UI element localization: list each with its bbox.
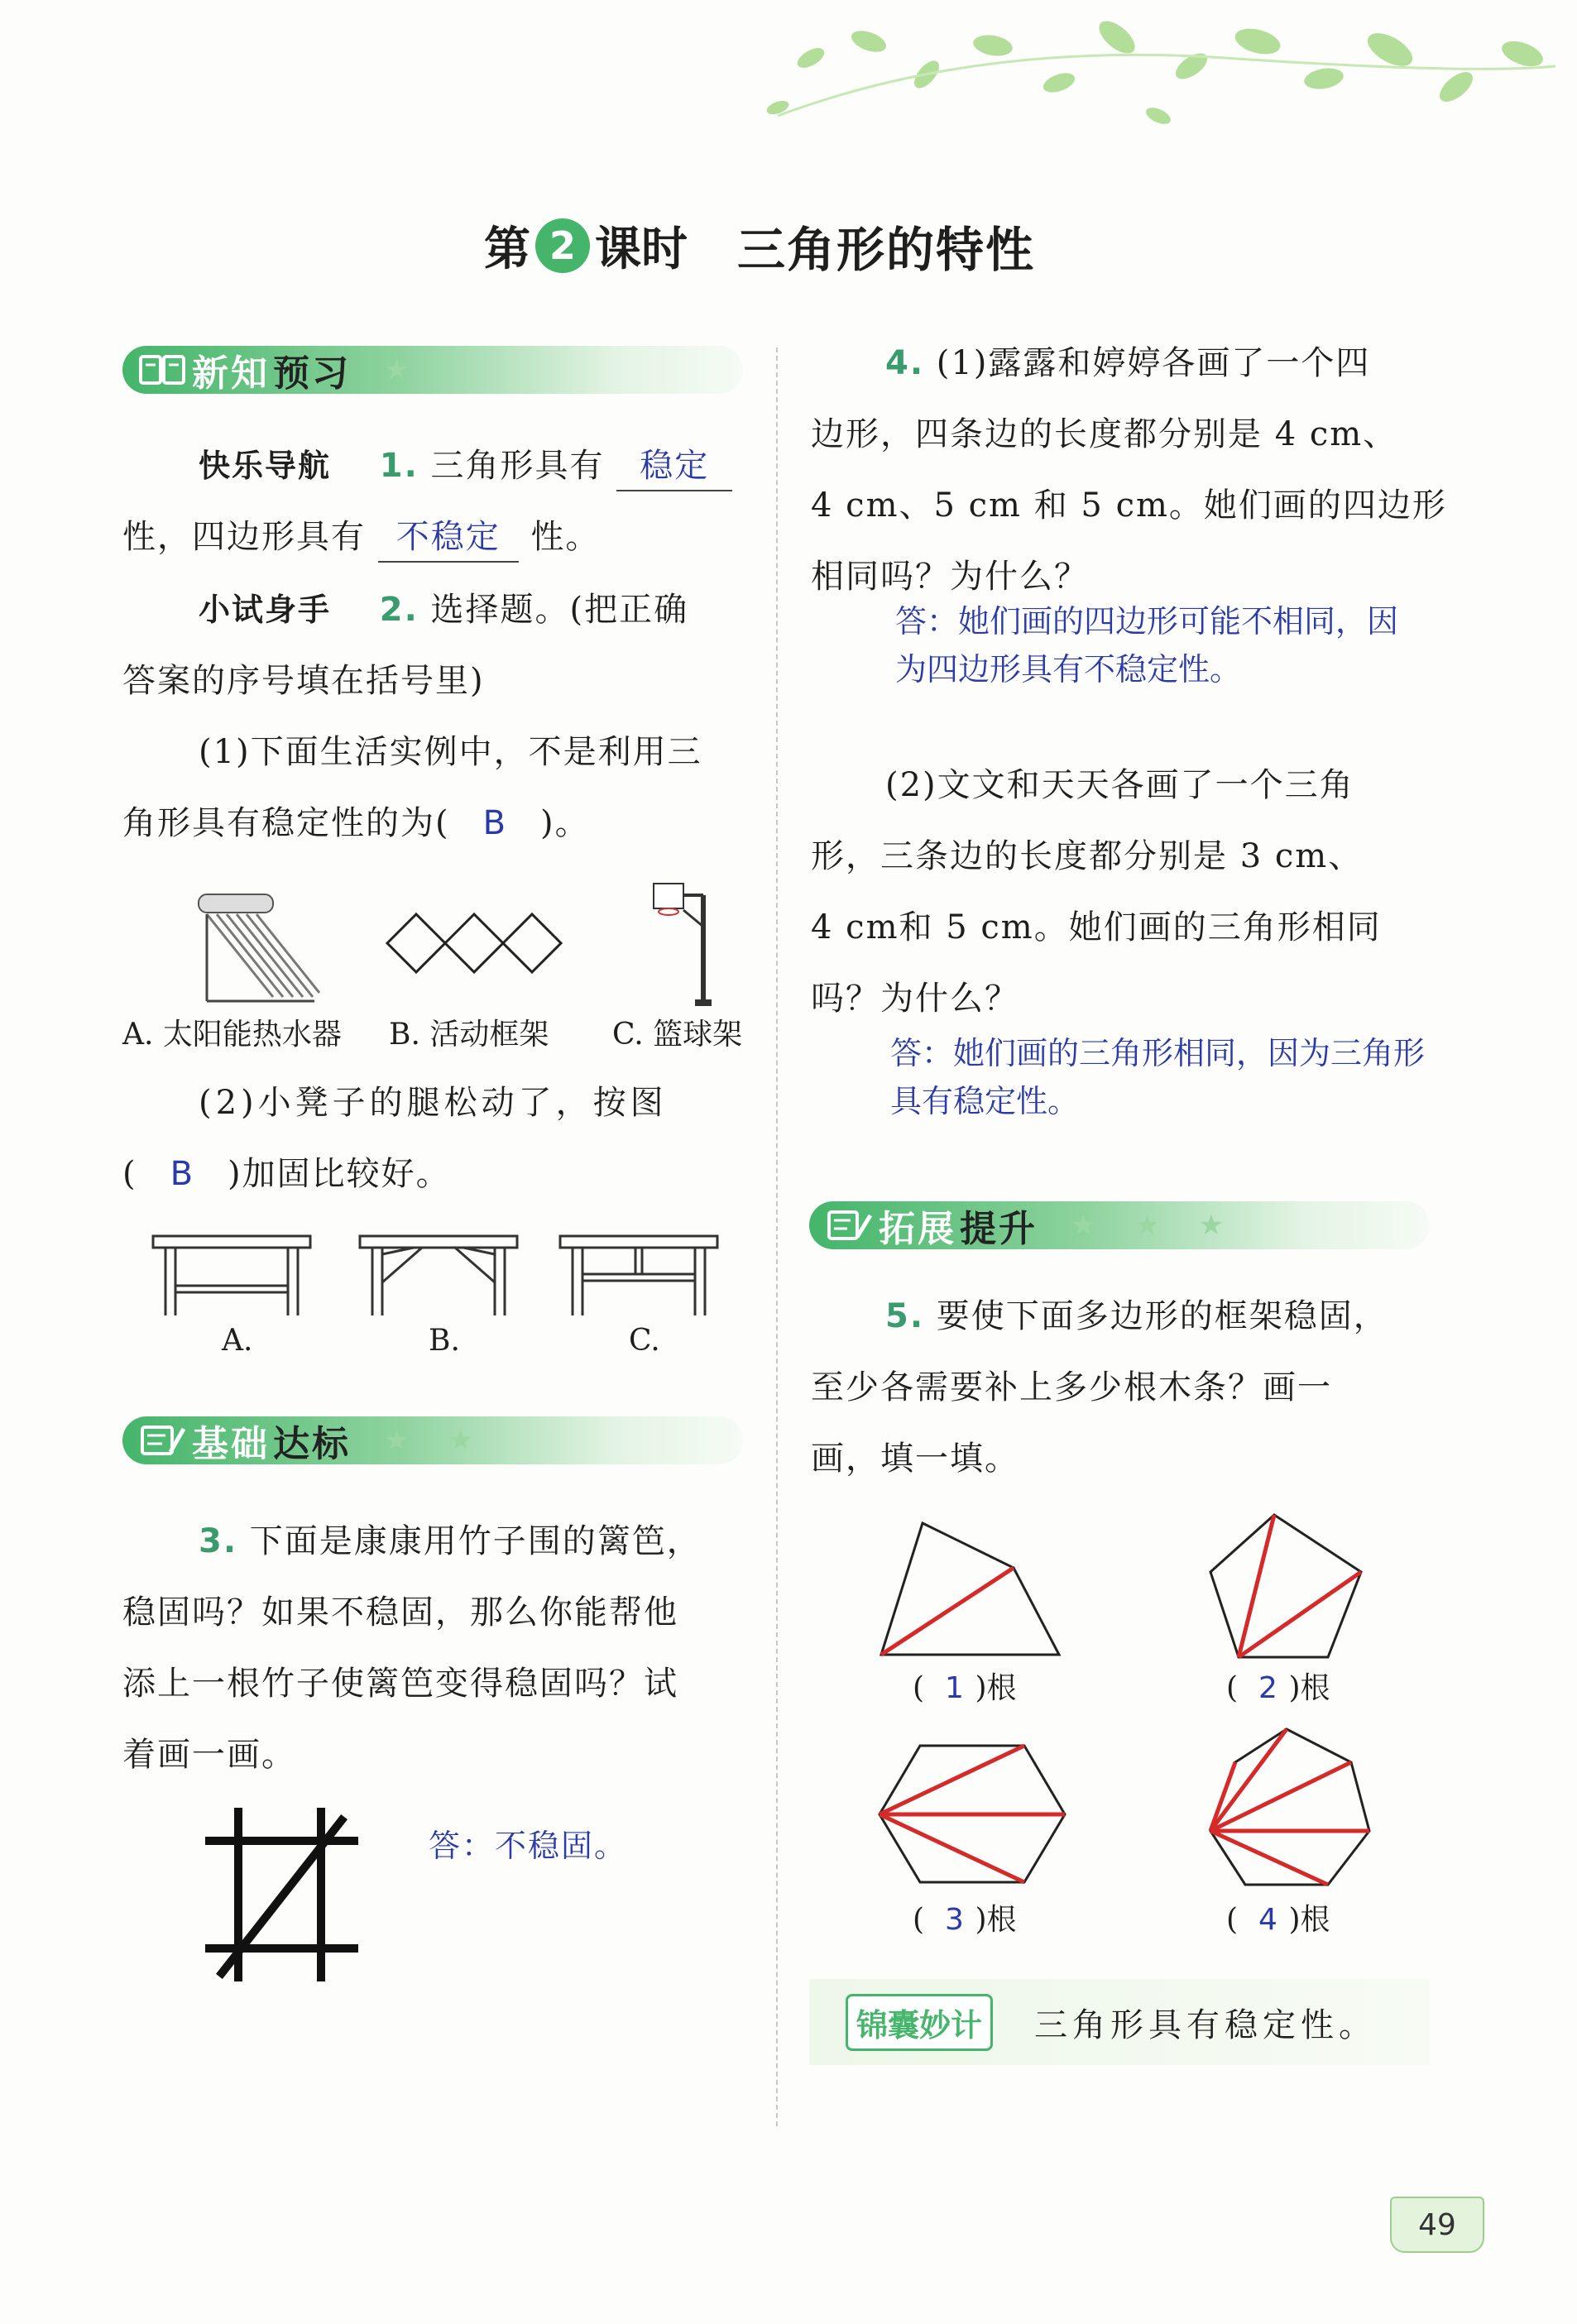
q2-sub2-text-b: )加固比较好。 [228, 1155, 451, 1193]
q5-line1 [885, 1281, 1388, 1352]
page-number-text: 49 [1418, 2207, 1456, 2242]
tip-label: 锦囊妙计 [846, 1994, 993, 2051]
basketball-hoop-image [645, 877, 720, 1009]
q1-answer-b: 不稳定 [378, 513, 519, 563]
q2-intro-1: 选择题。(把正确 [430, 591, 689, 629]
q4-p1-text-1: (1)露露和婷婷各画了一个四 [936, 344, 1371, 382]
stool-b-image [356, 1233, 521, 1320]
column-divider [776, 347, 778, 2126]
q4-p1-line1 [885, 328, 1370, 399]
star-rating: ★ ★ ★ [1071, 1209, 1239, 1242]
pentagon-answer: 2 [1258, 1671, 1277, 1705]
unit-label: 根 [1300, 1671, 1330, 1705]
pentagon-shape [1204, 1510, 1369, 1663]
unit-label: 根 [1300, 1903, 1330, 1937]
q3-line3: 添上一根竹子使篱笆变得稳固吗？试 [122, 1665, 678, 1703]
section-preview-w1: 新知 [192, 352, 270, 395]
q1-line1 [199, 430, 732, 501]
q1-number: 1. [379, 447, 419, 485]
stool-a-label: A. [222, 1324, 253, 1358]
section-extend-w2: 提升 [960, 1208, 1038, 1250]
section-header-basic [122, 1416, 743, 1464]
heptagon-shape [1204, 1725, 1378, 1890]
unit-label: 根 [986, 1671, 1017, 1705]
q2-intro-2: 答案的序号填在括号里) [122, 662, 485, 700]
page-number [1390, 2197, 1484, 2253]
title-di: 第 [484, 223, 530, 276]
q3-line1 [199, 1506, 702, 1577]
book-icon [137, 352, 187, 388]
title-keshi: 课时 [595, 223, 688, 276]
q4-p1-answer-2: 为四边形具有不稳定性。 [895, 651, 1242, 688]
q1-text-b: 性，四边形具有 [122, 518, 366, 556]
section-basic-w1: 基础 [192, 1423, 270, 1465]
q5-text-1: 要使下面多边形的框架稳固， [936, 1297, 1388, 1335]
q5-line3: 画，填一填。 [811, 1440, 1019, 1478]
hexagon-answer: 3 [945, 1903, 964, 1937]
leaf-decoration [728, 8, 1572, 149]
movable-frame-image [383, 906, 573, 980]
q2-sub1-line2 [122, 788, 590, 859]
lesson-title [484, 211, 1035, 280]
option-a-label: A. 太阳能热水器 [122, 1018, 342, 1052]
q4-p2-answer-1: 答：她们画的三角形相同，因为三角形 [890, 1035, 1426, 1071]
solar-water-heater-image [190, 889, 323, 1005]
q2-sub2-line2 [122, 1138, 451, 1210]
bamboo-fence-image [205, 1804, 362, 1986]
q5-line2: 至少各需要补上多少根木条？画一 [811, 1368, 1332, 1406]
section-extend-w1: 拓展 [879, 1208, 956, 1250]
q3-text-1: 下面是康康用竹子围的篱笆， [249, 1522, 702, 1560]
q3-number: 3. [199, 1522, 238, 1560]
title-number-badge: 2 [535, 218, 590, 273]
q4-p2-line4: 吗？为什么？ [811, 980, 1019, 1018]
q4-p2-line1: (2)文文和天天各画了一个三角 [885, 766, 1354, 804]
option-b-label: B. 活动框架 [389, 1018, 549, 1052]
section-header-extend [809, 1201, 1430, 1249]
title-main: 三角形的特性 [737, 222, 1036, 278]
hexagon-shape [873, 1742, 1071, 1886]
stool-b-label: B. [429, 1324, 460, 1358]
option-c-label: C. 篮球架 [612, 1018, 743, 1052]
q2-tag: 小试身手 [199, 592, 332, 628]
heptagon-caption: ( 4 )根 [1226, 1903, 1330, 1937]
pentagon-caption: ( 2 )根 [1226, 1671, 1330, 1705]
q1-line2 [122, 501, 600, 573]
stool-a-image [149, 1233, 314, 1320]
q2-sub2-line1: (2)小凳子的腿松动了，按图 [199, 1084, 668, 1122]
q4-p1-answer-1: 答：她们画的四边形可能不相同，因 [895, 603, 1399, 640]
q2-line1 [199, 574, 688, 645]
q1-text-a: 三角形具有 [430, 447, 605, 485]
q4-p1-line2: 边形，四条边的长度都分别是 4 cm、 [811, 415, 1398, 453]
heptagon-answer: 4 [1258, 1903, 1277, 1937]
quadrilateral-answer: 1 [945, 1671, 964, 1705]
q1-tag: 快乐导航 [199, 448, 332, 484]
q2-sub2-answer: B [170, 1155, 195, 1193]
tip-text: 三角形具有稳定性。 [1034, 2005, 1378, 2044]
q3-line4: 着画一画。 [122, 1736, 296, 1774]
q1-text-c: 性。 [530, 518, 601, 556]
tip-box [809, 1979, 1430, 2065]
q3-answer: 答：不稳固。 [429, 1828, 628, 1864]
q4-p2-answer-2: 具有稳定性。 [890, 1083, 1080, 1119]
q5-number: 5. [885, 1297, 925, 1335]
section-preview-w2: 预习 [273, 352, 351, 395]
q4-p2-line3: 4 cm和 5 cm。她们画的三角形相同 [811, 908, 1382, 946]
q1-answer-a: 稳定 [616, 442, 732, 491]
q2-sub2-text-a: ( [122, 1155, 137, 1193]
stool-c-image [556, 1233, 721, 1320]
q4-p2-line2: 形，三条边的长度都分别是 3 cm、 [811, 837, 1364, 875]
star-rating: ★ [384, 353, 424, 386]
stool-c-label: C. [629, 1324, 660, 1358]
q2-sub1-text-a: 角形具有稳定性的为( [122, 804, 450, 842]
section-basic-w2: 达标 [273, 1423, 351, 1465]
q4-number: 4. [885, 344, 925, 382]
hexagon-caption: ( 3 )根 [913, 1903, 1017, 1937]
section-header-preview [122, 346, 743, 394]
q2-number: 2. [379, 591, 419, 629]
q4-p1-line3: 4 cm、5 cm 和 5 cm。她们画的四边形 [811, 486, 1447, 525]
checklist-icon [824, 1207, 874, 1243]
star-rating: ★ ★ [384, 1424, 488, 1457]
quadrilateral-caption: ( 1 )根 [913, 1671, 1017, 1705]
q4-p1-line4: 相同吗？为什么？ [811, 558, 1089, 596]
q2-sub1-text-b: )。 [540, 804, 590, 842]
q3-line2: 稳固吗？如果不稳固，那么你能帮他 [122, 1593, 678, 1632]
q2-sub1-line1: (1)下面生活实例中，不是利用三 [199, 733, 702, 771]
quadrilateral-shape [873, 1518, 1071, 1659]
q2-sub1-answer: B [482, 804, 508, 842]
unit-label: 根 [986, 1903, 1017, 1937]
pencil-note-icon [137, 1422, 187, 1459]
